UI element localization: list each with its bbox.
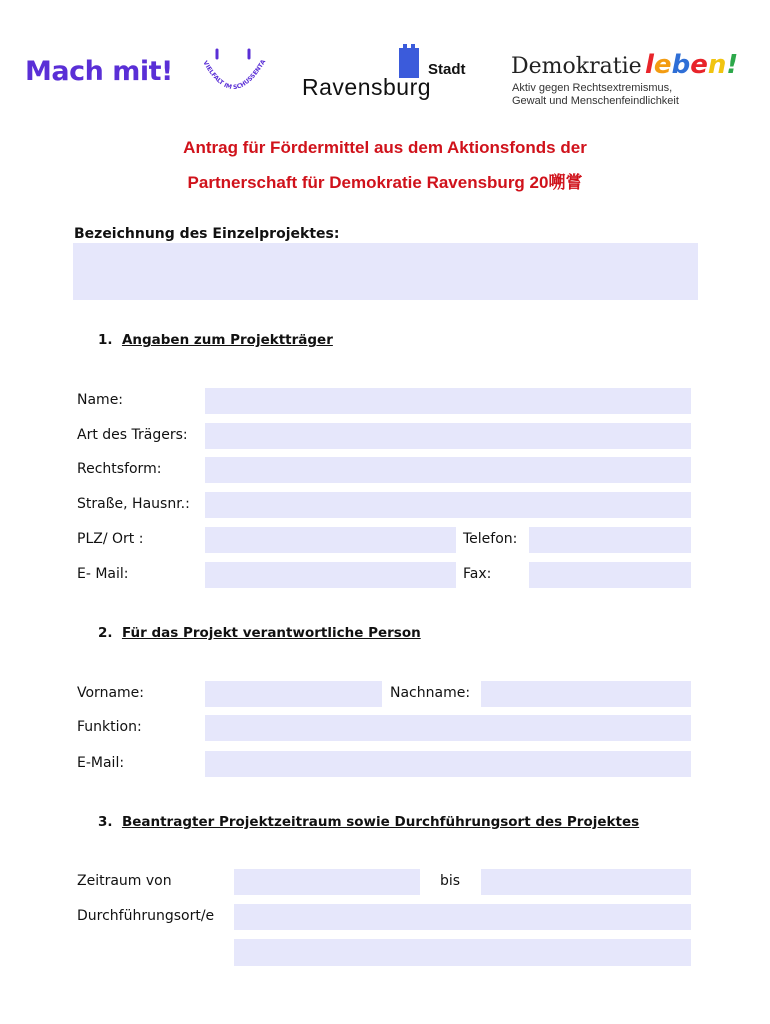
title-line-2: Partnerschaft für Demokratie Ravensburg 20嗍嘗	[187, 173, 583, 192]
plz-ort-label: PLZ/ Ort :	[77, 531, 144, 547]
project-name-label: Bezeichnung des Einzelprojektes:	[74, 226, 340, 242]
telefon-label: Telefon:	[463, 531, 518, 547]
title-line-1: Antrag für Fördermittel aus dem Aktionsfonds der	[183, 138, 587, 157]
svg-text:VIELFALT IM SCHUSSENTAL	[195, 46, 267, 91]
stadt-tower-icon	[399, 44, 419, 78]
rechtsform-field[interactable]	[205, 457, 691, 483]
smiley-text: VIELFALT IM SCHUSSENTA	[201, 58, 268, 92]
telefon-field[interactable]	[529, 527, 691, 553]
ravensburg-label: Ravensburg	[302, 74, 432, 100]
plz-ort-field[interactable]	[205, 527, 456, 553]
name-label: Name:	[77, 392, 124, 408]
email-label: E- Mail:	[77, 566, 129, 582]
vorname-label: Vorname:	[77, 685, 144, 701]
fax-field[interactable]	[529, 562, 691, 588]
rechtsform-label: Rechtsform:	[77, 461, 162, 477]
funktion-field[interactable]	[205, 715, 691, 741]
demokratie-label: Demokratie	[511, 54, 642, 79]
person-email-label: E-Mail:	[77, 755, 125, 771]
project-name-field[interactable]	[73, 243, 698, 300]
zeitraum-von-label: Zeitraum von	[77, 873, 172, 889]
section-1-heading: 1. Angaben zum Projektträger	[98, 332, 333, 348]
demokratie-subtitle: Aktiv gegen Rechtsextremismus, Gewalt und Menschenfeindlichkeit	[512, 82, 679, 107]
vorname-field[interactable]	[205, 681, 382, 707]
name-field[interactable]	[205, 388, 691, 414]
strasse-field[interactable]	[205, 492, 691, 518]
section-3-heading: 3. Beantragter Projektzeitraum sowie Durchführungsort des Projektes	[98, 814, 640, 830]
stadt-label: Stadt	[428, 61, 466, 78]
section-2-heading: 2. Für das Projekt verantwortliche Person	[98, 625, 421, 641]
funktion-label: Funktion:	[77, 719, 142, 735]
nachname-field[interactable]	[481, 681, 691, 707]
smiley-logo-icon	[195, 46, 273, 102]
leben-logo: leben!	[645, 50, 739, 80]
mach-mit-logo-text: Mach mit!	[25, 56, 173, 87]
nachname-label: Nachname:	[390, 685, 471, 701]
zeitraum-bis-field[interactable]	[481, 869, 691, 895]
zeitraum-von-field[interactable]	[234, 869, 420, 895]
strasse-label: Straße, Hausnr.:	[77, 496, 190, 512]
durchfuehrungsort-label: Durchführungsort/e	[77, 908, 215, 924]
art-des-traegers-field[interactable]	[205, 423, 691, 449]
durchfuehrungsort-field-1[interactable]	[234, 904, 691, 930]
fax-label: Fax:	[463, 566, 492, 582]
durchfuehrungsort-field-2[interactable]	[234, 939, 691, 966]
email-field[interactable]	[205, 562, 456, 588]
person-email-field[interactable]	[205, 751, 691, 777]
art-des-traegers-label: Art des Trägers:	[77, 427, 188, 443]
bis-label: bis	[440, 873, 461, 889]
